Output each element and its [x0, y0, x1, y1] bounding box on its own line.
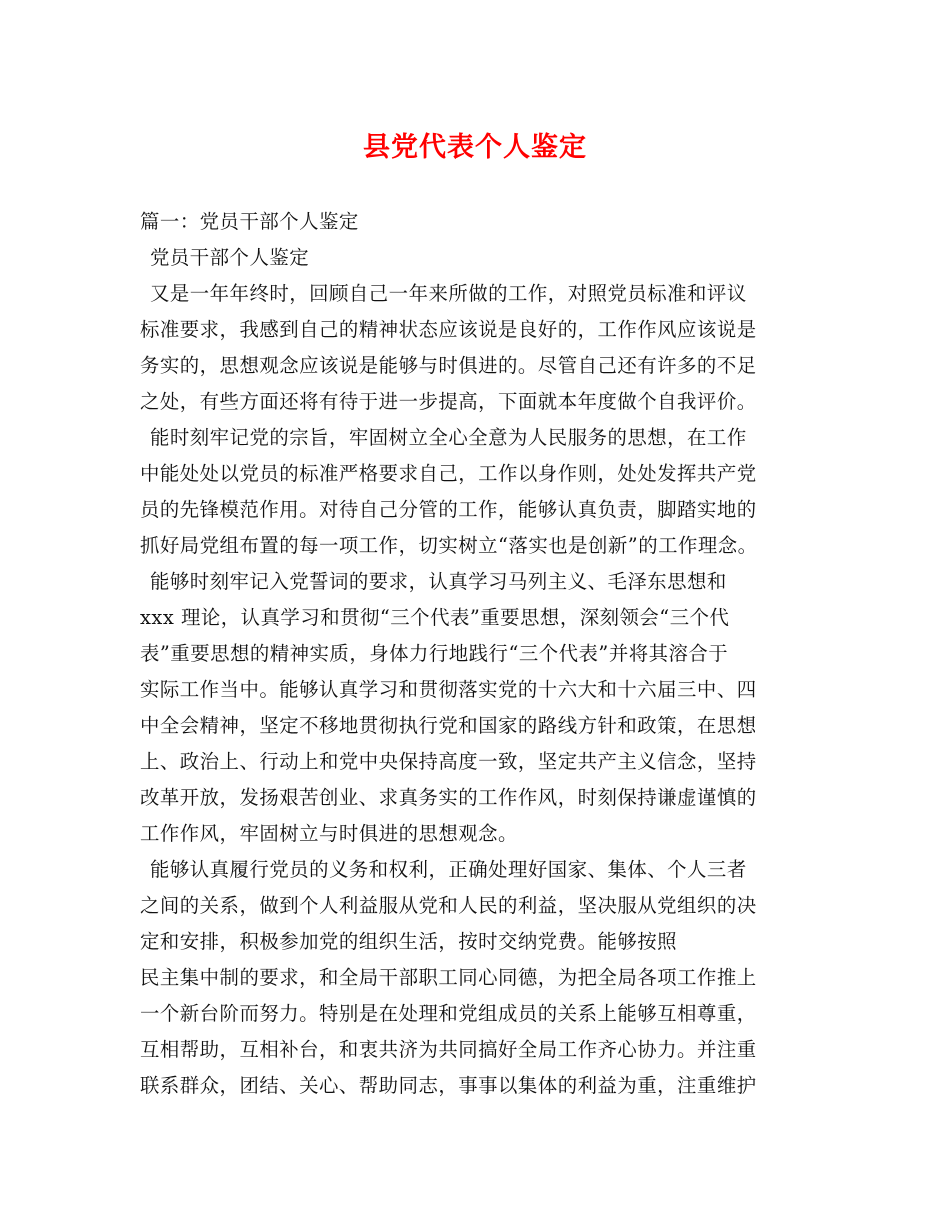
paragraph-line: 能时刻牢记党的宗旨，牢固树立全心全意为人民服务的思想，在工作 — [150, 426, 747, 449]
paragraph-line: 之间的关系，做到个人利益服从党和人民的利益，坚决服从党组织的决 — [140, 894, 757, 917]
paragraph-line: 之处，有些方面还将有待于进一步提高，下面就本年度做个自我评价。 — [140, 390, 757, 413]
subsection-heading: 党员干部个人鉴定 — [150, 246, 310, 269]
paragraph-line: 标准要求，我感到自己的精神状态应该说是良好的，工作作风应该说是 — [140, 318, 757, 341]
paragraph-line: 又是一年年终时，回顾自己一年来所做的工作，对照党员标准和评议 — [150, 282, 747, 305]
paragraph-line: 互相帮助，互相补台，和衷共济为共同搞好全局工作齐心协力。并注重 — [140, 1038, 757, 1061]
document-body — [140, 204, 830, 1104]
paragraph-line: 改革开放，发扬艰苦创业、求真务实的工作作风，时刻保持谦虚谨慎的 — [140, 786, 757, 809]
paragraph-line: 上、政治上、行动上和党中央保持高度一致，坚定共产主义信念，坚持 — [140, 750, 757, 773]
paragraph-line: 能够认真履行党员的义务和权利，正确处理好国家、集体、个人三者 — [150, 858, 747, 881]
section-heading: 篇一：党员干部个人鉴定 — [140, 210, 359, 233]
document-title: 县党代表个人鉴定 — [363, 132, 587, 163]
paragraph-line: 联系群众，团结、关心、帮助同志，事事以集体的利益为重，注重维护 — [140, 1074, 757, 1097]
paragraph-line: 工作作风，牢固树立与时俱进的思想观念。 — [140, 822, 518, 845]
paragraph-line: 务实的，思想观念应该说是能够与时俱进的。尽管自己还有许多的不足 — [140, 354, 757, 377]
paragraph-line: 定和安排，积极参加党的组织生活，按时交纳党费。能够按照 — [140, 930, 678, 953]
paragraph-line: 民主集中制的要求，和全局干部职工同心同德，为把全局各项工作推上 — [140, 966, 757, 989]
paragraph-line: 表”重要思想的精神实质，身体力行地践行“三个代表”并将其溶合于 — [140, 642, 729, 665]
paragraph-line: 员的先锋模范作用。对待自己分管的工作，能够认真负责，脚踏实地的 — [140, 498, 757, 521]
paragraph-line: 能够时刻牢记入党誓词的要求，认真学习马列主义、毛泽东思想和 — [150, 570, 727, 593]
paragraph-line: 一个新台阶而努力。特别是在处理和党组成员的关系上能够互相尊重， — [140, 1002, 757, 1025]
paragraph-line: xxx 理论，认真学习和贯彻“三个代表”重要思想，深刻领会“三个代 — [140, 606, 730, 629]
paragraph-line: 实际工作当中。能够认真学习和贯彻落实党的十六大和十六届三中、四 — [140, 678, 757, 701]
paragraph-line: 中能处处以党员的标准严格要求自己，工作以身作则，处处发挥共产党 — [140, 462, 757, 485]
paragraph-line: 中全会精神，坚定不移地贯彻执行党和国家的路线方针和政策，在思想 — [140, 714, 757, 737]
paragraph-line: 抓好局党组布置的每一项工作，切实树立“落实也是创新”的工作理念。 — [140, 534, 758, 557]
